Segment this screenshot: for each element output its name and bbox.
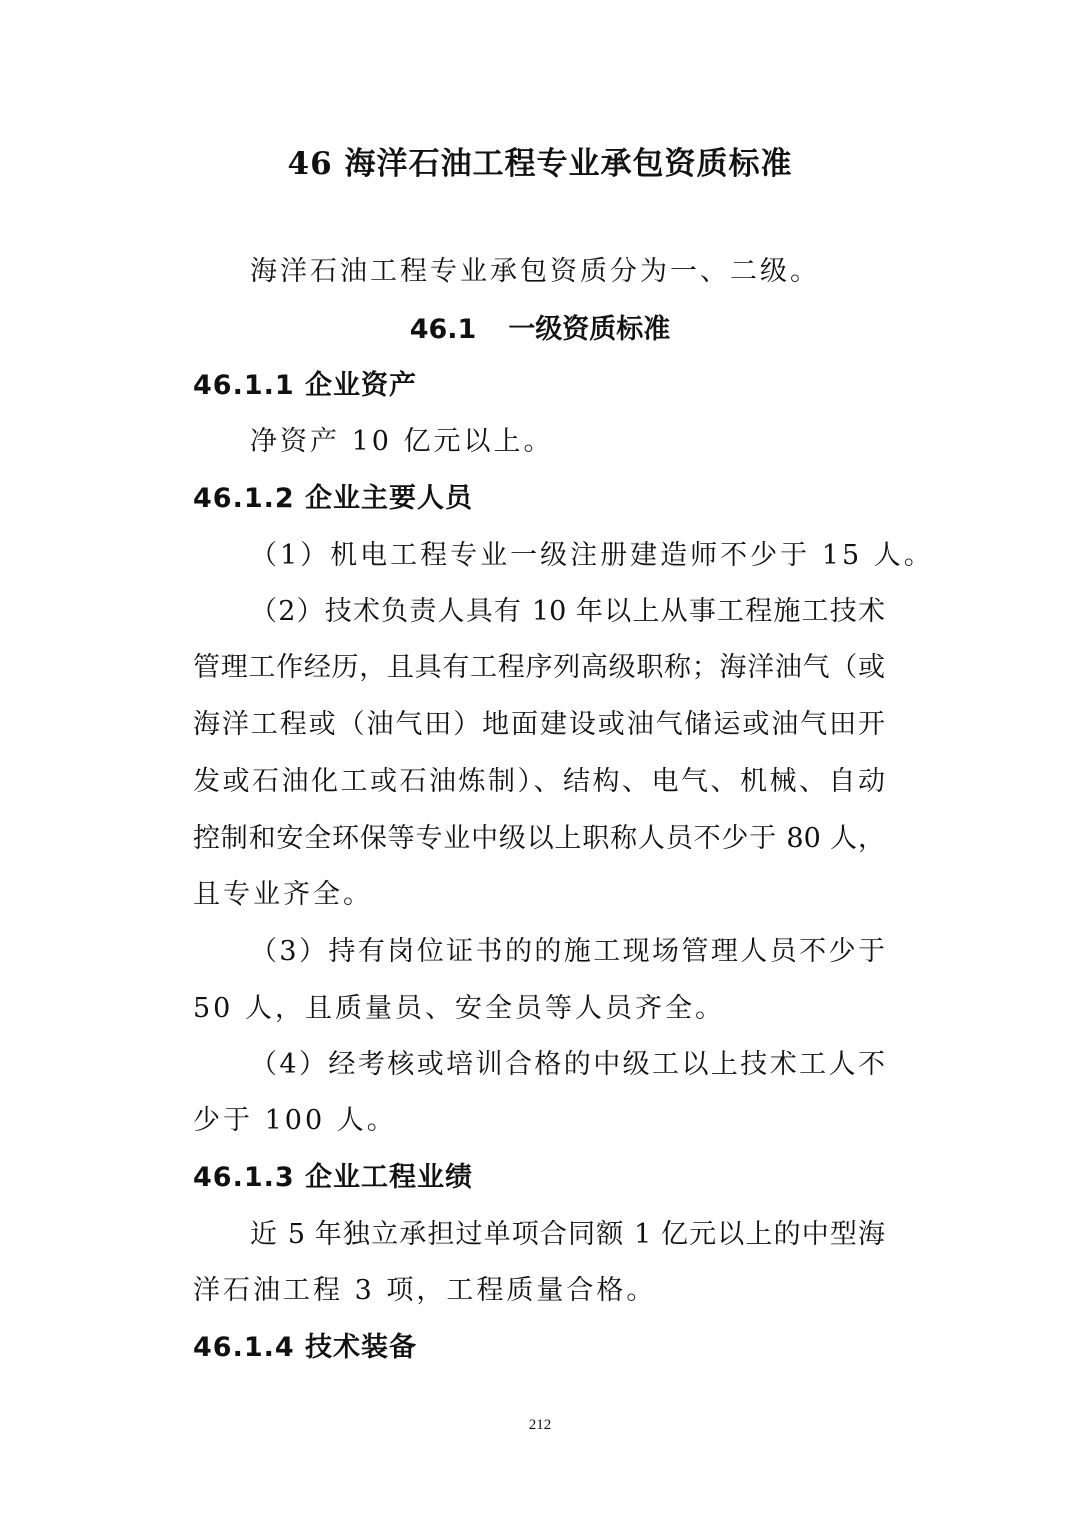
level-one-heading [0, 310, 1080, 350]
personnel-item-2-line-4: 发或石油化工或石油炼制）、结构、电气、机械、自动 [193, 766, 885, 797]
personnel-item-1: （1）机电工程专业一级注册建造师不少于 15 人。 [250, 540, 934, 571]
performance-line-1: 近 5 年独立承担过单项合同额 1 亿元以上的中型海 [250, 1219, 885, 1250]
section-heading-equipment: 46.1.4 技术装备 [193, 1332, 418, 1363]
section-heading-personnel: 46.1.2 企业主要人员 [193, 483, 474, 514]
personnel-item-3-line-1: （3）持有岗位证书的的施工现场管理人员不少于 [250, 936, 885, 967]
assets-text: 净资产 10 亿元以上。 [250, 426, 554, 457]
performance-line-2: 洋石油工程 3 项，工程质量合格。 [193, 1275, 657, 1306]
personnel-item-4-line-1: （4）经考核或培训合格的中级工以上技术工人不 [250, 1049, 885, 1080]
personnel-item-3-line-2: 50 人，且质量员、安全员等人员齐全。 [193, 993, 725, 1024]
personnel-item-4-line-2: 少于 100 人。 [193, 1105, 397, 1136]
section-heading-assets: 46.1.1 企业资产 [193, 370, 418, 401]
document-title: 46 海洋石油工程专业承包资质标准 [287, 146, 793, 182]
intro-paragraph: 海洋石油工程专业承包资质分为一、二级。 [250, 256, 820, 287]
page-number: 212 [528, 1417, 552, 1433]
personnel-item-2-line-3: 海洋工程或（油气田）地面建设或油气储运或油气田开 [193, 709, 885, 740]
personnel-item-2-line-6: 且专业齐全。 [193, 879, 373, 910]
section-heading-performance: 46.1.3 企业工程业绩 [193, 1162, 474, 1193]
level-one-number: 46.1 [409, 314, 477, 345]
personnel-item-2-line-1: （2）技术负责人具有 10 年以上从事工程施工技术 [250, 596, 885, 627]
personnel-item-2-line-5: 控制和安全环保等专业中级以上职称人员不少于 80 人， [193, 823, 885, 854]
personnel-item-2-line-2: 管理工作经历，且具有工程序列高级职称；海洋油气（或 [193, 652, 885, 683]
level-one-label: 一级资质标准 [508, 314, 671, 345]
